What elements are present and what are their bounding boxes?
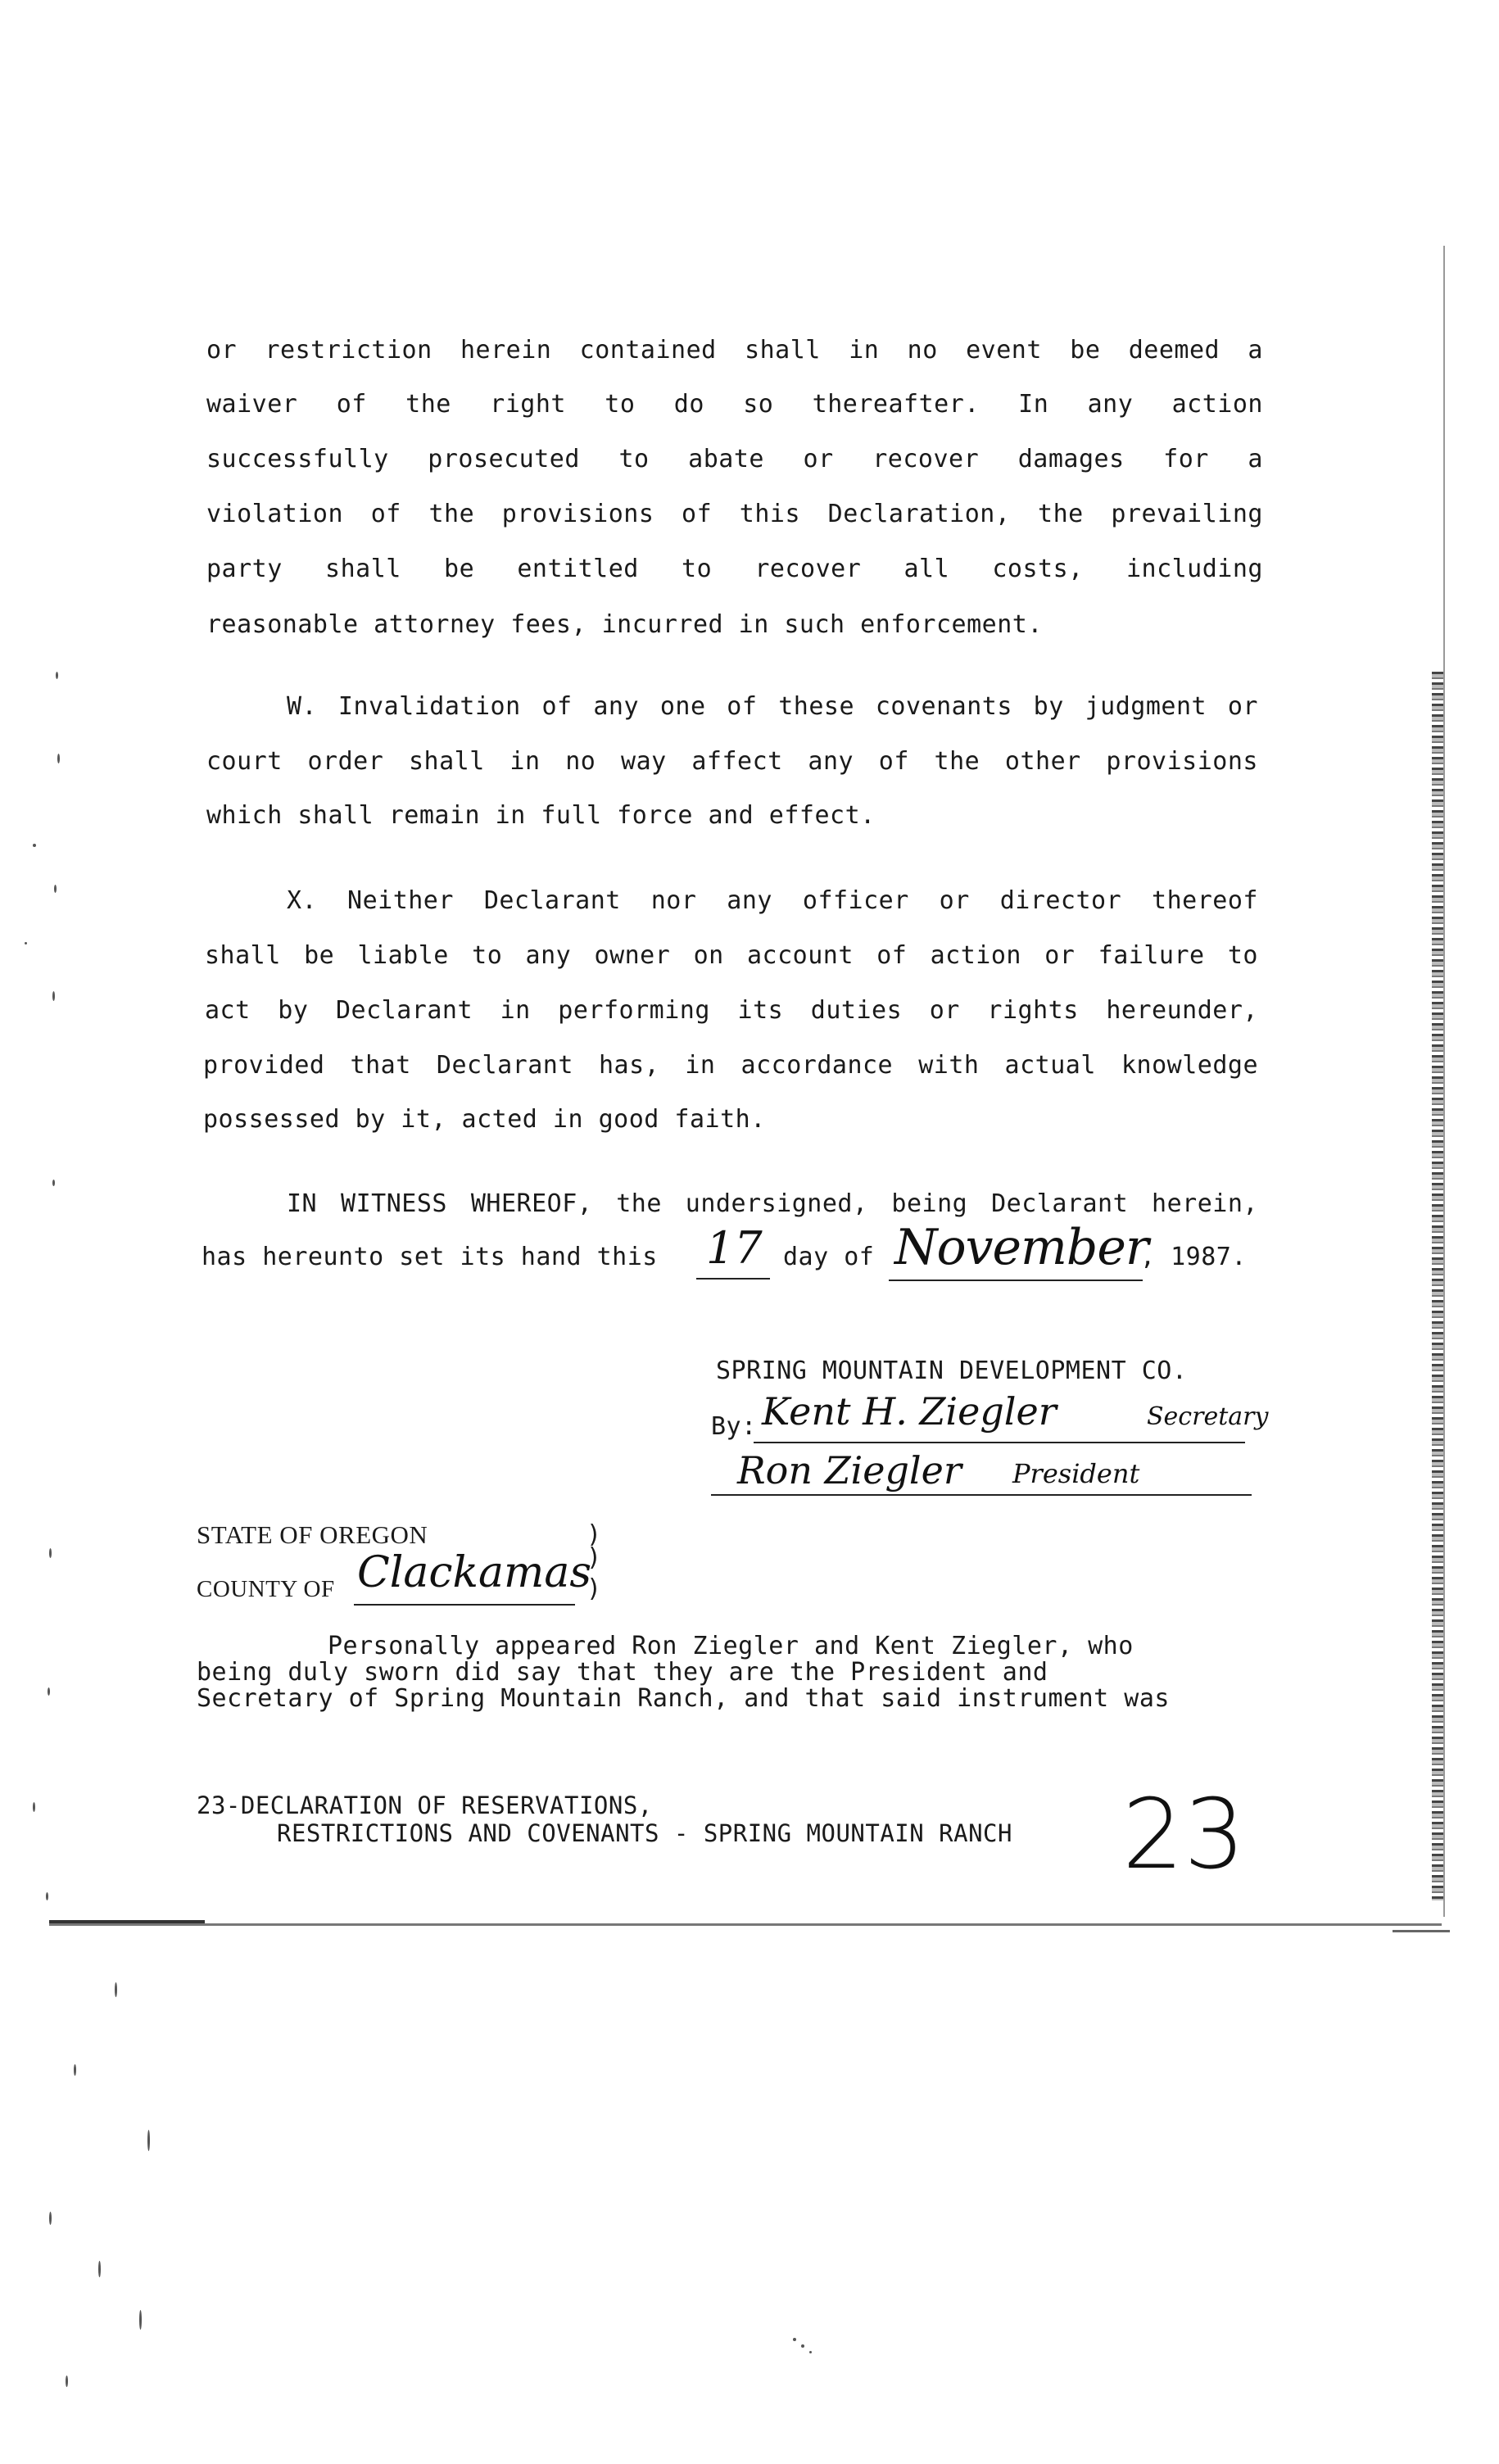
speck (139, 2310, 142, 2330)
speck (25, 942, 27, 944)
speck (52, 1180, 55, 1186)
text-line: X. Neither Declarant nor any officer or director thereof (287, 886, 1258, 915)
county-label: COUNTY OF (197, 1576, 335, 1602)
text-line: shall be liable to any owner on account of action or failure to (205, 941, 1258, 970)
speck (74, 2064, 76, 2076)
text-line: reasonable attorney fees, incurred in such enforcement. (206, 610, 1043, 639)
text-line: act by Declarant in performing its duties or rights hereunder, (205, 996, 1258, 1025)
month-underline (889, 1280, 1143, 1281)
speck (46, 1892, 48, 1900)
text-line: party shall be entitled to recover all costs, including (206, 555, 1263, 583)
text-line: waiver of the right to do so thereafter. In any action (206, 390, 1263, 419)
text-line: violation of the provisions of this Declaration, the prevailing (206, 500, 1263, 528)
handwritten-county: Clackamas (357, 1548, 592, 1597)
text-line: Secretary of Spring Mountain Ranch, and that said instrument was (197, 1684, 1170, 1713)
text-line: which shall remain in full force and effect. (206, 801, 876, 830)
company-name: SPRING MOUNTAIN DEVELOPMENT CO. (716, 1357, 1188, 1385)
speck (98, 2261, 101, 2277)
venue-paren: ) (586, 1574, 602, 1603)
county-underline (354, 1604, 575, 1606)
text-line: W. Invalidation of any one of these covenants by judgment or (287, 692, 1258, 721)
text-line: court order shall in no way affect any of the other provisions (206, 747, 1258, 776)
scan-edge-line (1393, 1930, 1450, 1932)
signature-line-1 (754, 1442, 1245, 1443)
scan-edge-line (49, 1920, 205, 1923)
venue-paren: ) (586, 1543, 602, 1572)
signature-line-2 (711, 1494, 1252, 1496)
text-line: successfully prosecuted to abate or recover damages for a (206, 445, 1263, 473)
witness-suffix: , 1987. (1140, 1243, 1247, 1271)
handwritten-month: November (894, 1219, 1148, 1276)
speck (49, 1548, 52, 1558)
state-label: STATE OF OREGON (197, 1520, 428, 1549)
handwritten-page-number: 23 (1122, 1778, 1246, 1891)
speck (147, 2130, 150, 2151)
signature-ron: Ron Ziegler (737, 1448, 962, 1492)
speck (49, 2212, 52, 2225)
speck (66, 2376, 68, 2387)
handwritten-day: 17 (706, 1222, 763, 1274)
witness-line: IN WITNESS WHEREOF, the undersigned, being Declarant herein, (287, 1189, 1258, 1218)
text-line: or restriction herein contained shall in no event be deemed a (206, 336, 1263, 365)
speck (52, 991, 55, 1001)
speck (56, 672, 58, 679)
speck (809, 2351, 812, 2353)
footer-title-line1: 23-DECLARATION OF RESERVATIONS, (197, 1791, 653, 1819)
signer2-title: President (1012, 1458, 1140, 1489)
footer-title-line2: RESTRICTIONS AND COVENANTS - SPRING MOUNTAIN RANCH (277, 1819, 1012, 1847)
speck (801, 2344, 804, 2348)
scan-edge-noise (1432, 672, 1443, 1900)
speck (793, 2338, 796, 2341)
text-line: possessed by it, acted in good faith. (203, 1105, 766, 1134)
signature-kent: Kent H. Ziegler (762, 1389, 1057, 1434)
scan-edge-line (49, 1923, 1442, 1926)
day-underline (696, 1278, 770, 1280)
venue-paren: ) (586, 1520, 602, 1549)
by-label: By: (711, 1412, 757, 1441)
signer1-title: Secretary (1147, 1402, 1269, 1431)
text-line: provided that Declarant has, in accordance with actual knowledge (203, 1051, 1258, 1080)
witness-middle: day of (783, 1243, 875, 1271)
speck (33, 1802, 35, 1812)
scan-edge-line (1443, 246, 1445, 1917)
speck (57, 754, 60, 763)
speck (115, 1982, 117, 1997)
speck (33, 844, 36, 847)
text-line: being duly sworn did say that they are the President and (197, 1658, 1048, 1687)
witness-prefix: has hereunto set its hand this (202, 1243, 658, 1271)
speck (54, 885, 57, 893)
speck (48, 1687, 50, 1696)
text-line: Personally appeared Ron Ziegler and Kent Ziegler, who (328, 1632, 1134, 1660)
